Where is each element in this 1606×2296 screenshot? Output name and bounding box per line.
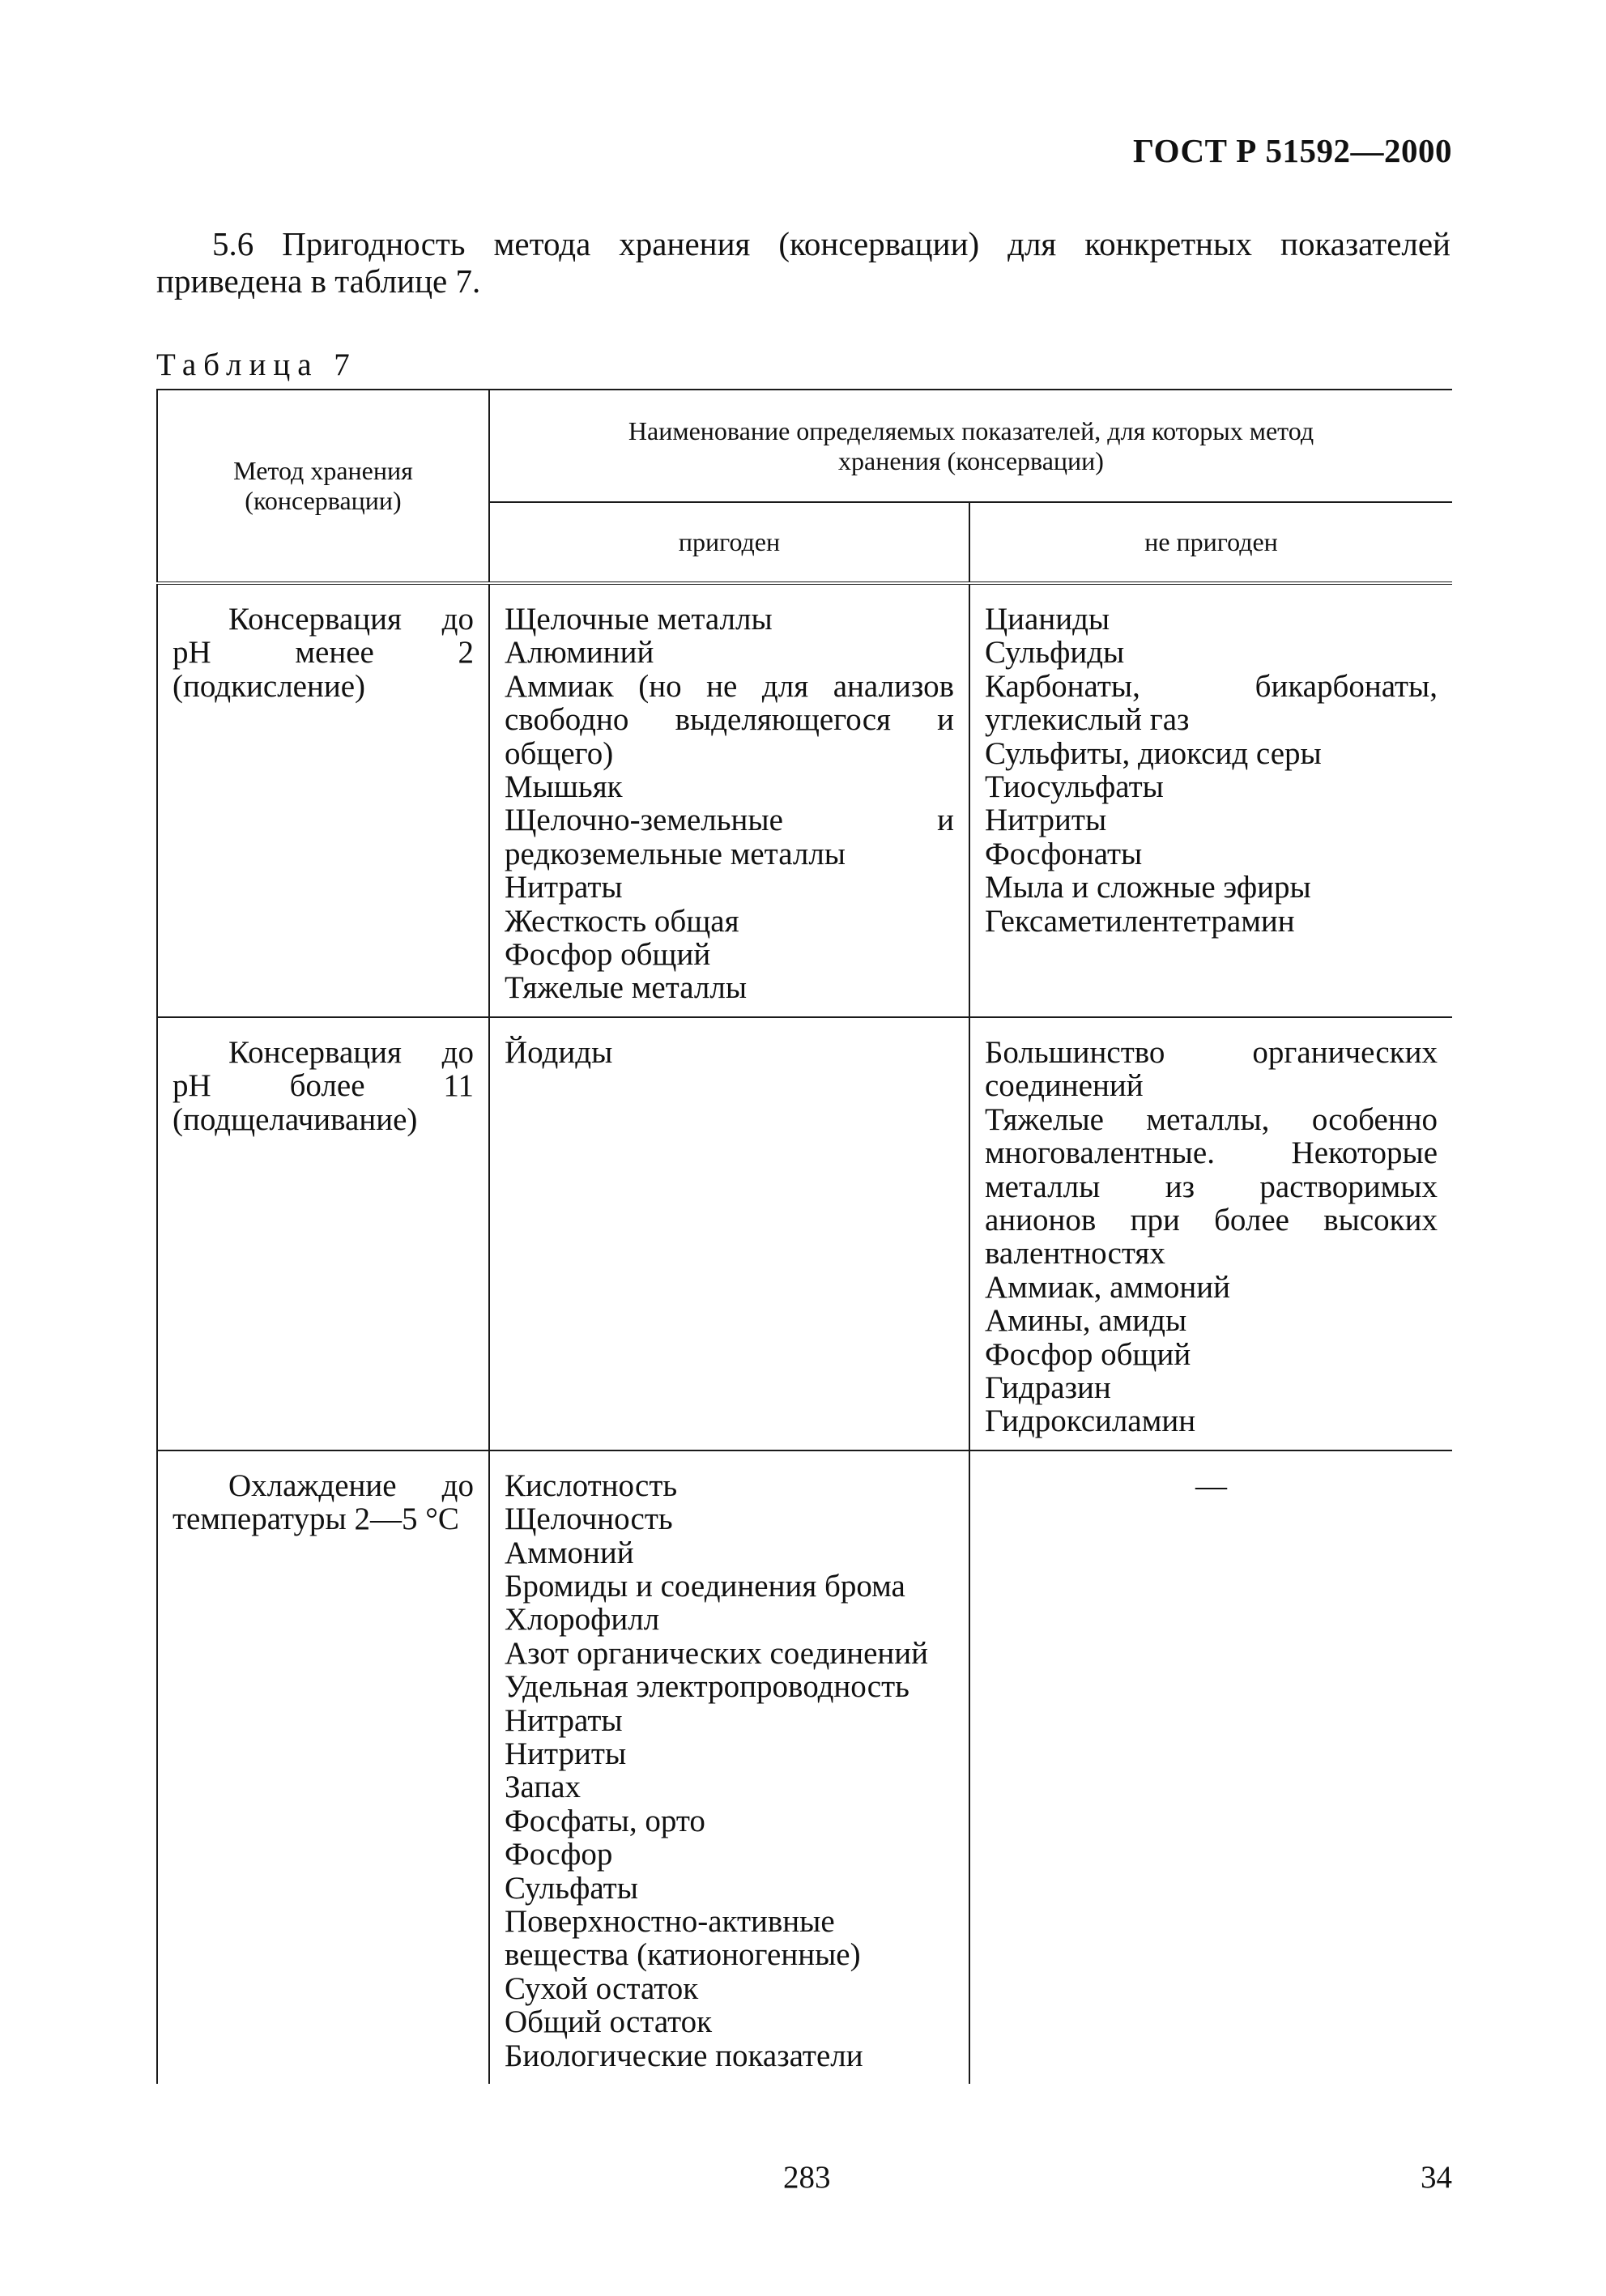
list-item: Общий остаток <box>505 2004 713 2040</box>
list-item: Мышьяк <box>505 769 623 805</box>
list-item: Тиосульфаты <box>985 769 1164 805</box>
method-cell <box>157 1017 489 1450</box>
list-item: Сульфиды <box>985 635 1125 671</box>
empty-dash: — <box>1195 1467 1227 1503</box>
suitable-cell <box>489 583 969 1017</box>
list-item: Карбонаты, бикарбонаты, углекислый газ <box>985 668 1438 738</box>
table-row <box>157 1017 1452 1450</box>
list-item: Фосфонаты <box>985 836 1143 871</box>
document-id: ГОСТ Р 51592—2000 <box>1133 132 1452 169</box>
table-row <box>157 583 1452 1017</box>
list-item: Удельная электропроводность <box>505 1669 909 1705</box>
list-item: Фосфор <box>505 1837 613 1872</box>
list-item: Нитриты <box>505 1736 627 1771</box>
suitable-cell <box>489 1017 969 1450</box>
list-item: Нитриты <box>985 803 1107 838</box>
table-container <box>156 389 1452 2134</box>
list-item: Сульфиты, диоксид серы <box>985 735 1322 771</box>
table-row <box>157 1450 1452 2084</box>
list-item: Фосфор общий <box>985 1336 1191 1372</box>
list-item: Щелочность <box>505 1502 673 1537</box>
unsuitable-cell <box>969 1017 1452 1450</box>
storage-methods-table <box>156 389 1452 2084</box>
header-unsuitable: не пригоден <box>969 502 1452 583</box>
list-item: Нитраты <box>505 870 623 905</box>
method-cell <box>157 1450 489 2084</box>
list-item: Нитраты <box>505 1702 623 1738</box>
list-item: Алюминий <box>505 635 654 671</box>
list-item: Аммиак, аммоний <box>985 1269 1230 1305</box>
method-cell <box>157 583 489 1017</box>
list-item: Сухой остаток <box>505 1970 699 2006</box>
list-item: Фосфор общий <box>505 937 711 973</box>
list-item: Гидроксиламин <box>985 1404 1196 1439</box>
suitable-cell <box>489 1450 969 2084</box>
header-names-label: Наименование определяемых показателей, для которых метод хранения (консервации) <box>628 415 1314 475</box>
list-item: Кислотность <box>505 1467 678 1503</box>
unsuitable-cell <box>969 583 1452 1017</box>
list-item: Гексаметилентетрамин <box>985 903 1295 939</box>
method-text: Консервация до pH менее 2 (подкисление) <box>173 602 474 704</box>
table-caption: Таблица 7 <box>156 347 357 382</box>
list-item: Фосфаты, орто <box>505 1803 705 1838</box>
header-names <box>489 390 1452 502</box>
list-item: Большинство органических соединений <box>985 1034 1438 1104</box>
list-item: Аммоний <box>505 1535 634 1570</box>
list-item: Хлорофилл <box>505 1602 660 1638</box>
method-text: Консервация до pH более 11 (подщелачивание) <box>173 1034 474 1137</box>
list-item: Биологические показатели <box>505 2038 863 2073</box>
list-item: Сульфаты <box>505 1870 638 1906</box>
list-item: Цианиды <box>985 602 1110 637</box>
header-method-label: Метод хранения (консервации) <box>233 456 413 515</box>
list-item: Щелочно-земельные и редкоземельные металлы <box>505 803 954 871</box>
list-item: Бромиды и соединения брома <box>505 1568 905 1604</box>
list-item: Поверхностно-активные вещества (катионогенные) <box>505 1904 861 1973</box>
method-text: Охлаждение до температуры 2—5 °С <box>173 1467 474 1537</box>
unsuitable-cell <box>969 1450 1452 2084</box>
list-item: Мыла и сложные эфиры <box>985 870 1311 905</box>
list-item: Гидразин <box>985 1370 1111 1405</box>
list-item: Амины, амиды <box>985 1303 1187 1339</box>
sheet-number: 34 <box>1421 2160 1452 2195</box>
list-item: Йодиды <box>505 1034 613 1070</box>
page-number: 283 <box>783 2160 831 2195</box>
list-item: Запах <box>505 1770 581 1805</box>
header-method <box>157 390 489 583</box>
list-item: Щелочные металлы <box>505 602 773 637</box>
intro-paragraph: 5.6 Пригодность метода хранения (консервации) для конкретных показателей приведена в таблице 7. <box>156 225 1451 300</box>
list-item: Аммиак (но не для анализов свободно выделяющегося и общего) <box>505 668 954 771</box>
list-item: Тяжелые металлы, особенно многовалентные. Некоторые металлы из растворимых анионов при более высоких валентностях <box>985 1101 1438 1272</box>
header-suitable: пригоден <box>489 502 969 583</box>
list-item: Азот органических соединений <box>505 1635 929 1671</box>
list-item: Жесткость общая <box>505 903 739 939</box>
list-item: Тяжелые металлы <box>505 970 748 1006</box>
